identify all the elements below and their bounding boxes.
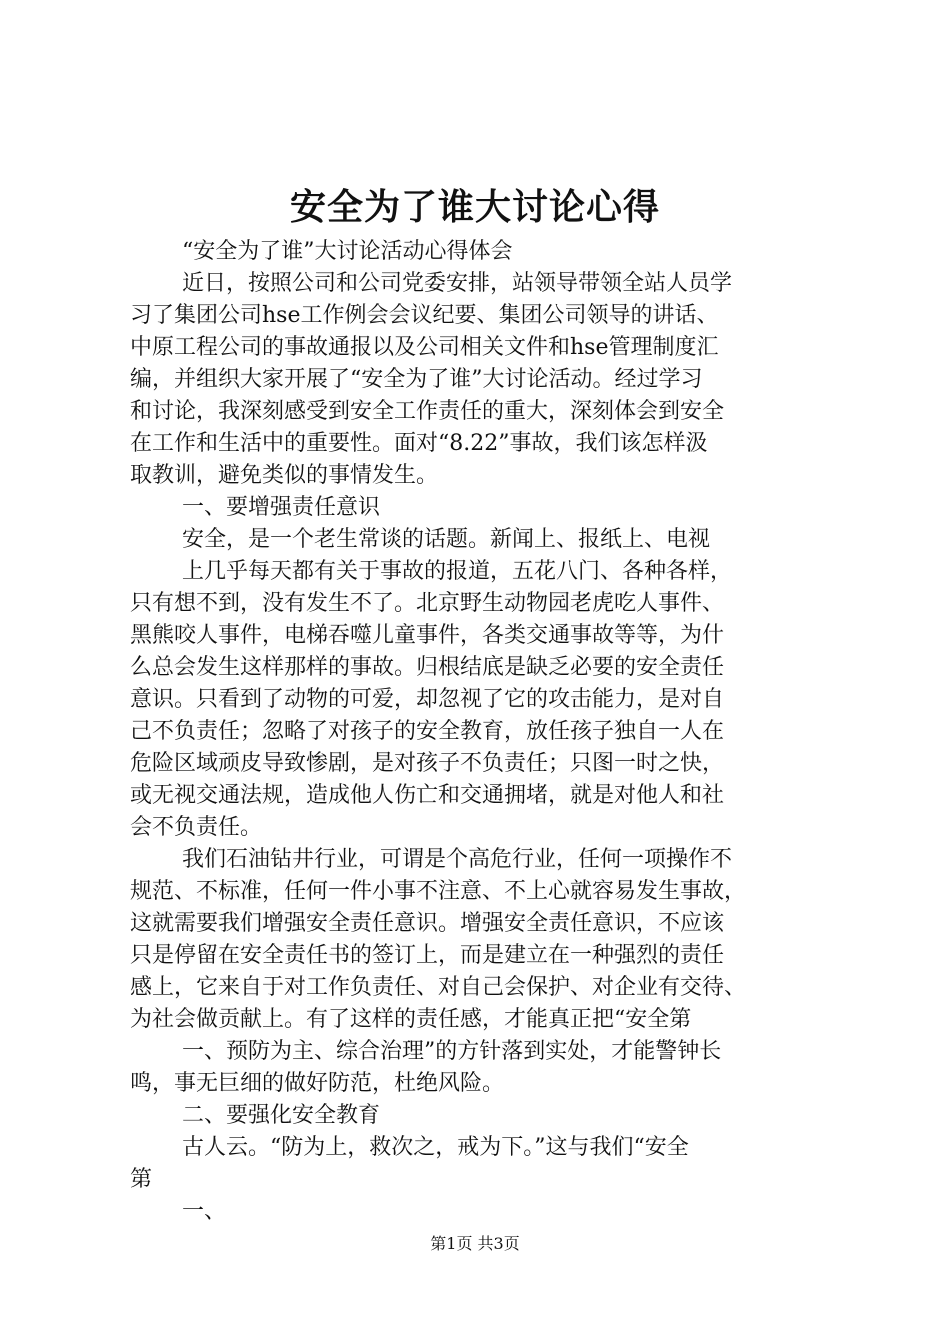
text-line: 近日，按照公司和公司党委安排，站领导带领全站人员学 xyxy=(182,271,733,296)
text-line: 规范、不标准，任何一件小事不注意、不上心就容易发生事故， xyxy=(130,879,747,904)
text-line: 么总会发生这样那样的事故。归根结底是缺乏必要的安全责任 xyxy=(130,655,725,680)
text-line: 编，并组织大家开展了“安全为了谁”大讨论活动。经过学习 xyxy=(130,367,703,392)
text-line: 黑熊咬人事件，电梯吞噬儿童事件，各类交通事故等等，为什 xyxy=(130,623,725,648)
text-line: 只是停留在安全责任书的签订上，而是建立在一种强烈的责任 xyxy=(130,943,725,968)
text-line: 安全，是一个老生常谈的话题。新闻上、报纸上、电视 xyxy=(182,527,711,552)
text-line: 一、要增强责任意识 xyxy=(182,495,381,520)
text-line: 或无视交通法规，造成他人伤亡和交通拥堵，就是对他人和社 xyxy=(130,783,725,808)
page-footer: 第1页 共3页 xyxy=(430,1234,520,1253)
text-line: 这就需要我们增强安全责任意识。增强安全责任意识，不应该 xyxy=(130,911,725,936)
text-line: 在工作和生活中的重要性。面对“8.22”事故，我们该怎样汲 xyxy=(130,431,708,456)
text-line: 古人云。“防为上，救次之，戒为下。”这与我们“安全 xyxy=(182,1135,689,1160)
text-line: 取教训，避免类似的事情发生。 xyxy=(130,463,439,488)
document-body xyxy=(130,236,830,1228)
text-line: 为社会做贡献上。有了这样的责任感，才能真正把“安全第 xyxy=(130,1007,692,1032)
text-line: 一、 xyxy=(182,1199,227,1224)
text-line: 只有想不到，没有发生不了。北京野生动物园老虎吃人事件、 xyxy=(130,591,725,616)
text-line: 我们石油钻井行业，可谓是个高危行业，任何一项操作不 xyxy=(182,847,733,872)
text-line: 习了集团公司hse工作例会会议纪要、集团公司领导的讲话、 xyxy=(130,303,719,328)
text-line: 鸣，事无巨细的做好防范，杜绝风险。 xyxy=(130,1071,505,1096)
text-line: 二、要强化安全教育 xyxy=(182,1103,381,1128)
text-line: 上几乎每天都有关于事故的报道，五花八门、各种各样， xyxy=(182,559,733,584)
text-line: 和讨论，我深刻感受到安全工作责任的重大，深刻体会到安全 xyxy=(130,399,725,424)
text-line: 危险区域顽皮导致惨剧，是对孩子不负责任；只图一时之快， xyxy=(130,751,725,776)
text-line: 第 xyxy=(130,1167,153,1192)
text-line: 会不负责任。 xyxy=(130,815,263,840)
text-line: 一、预防为主、综合治理”的方针落到实处，才能警钟长 xyxy=(182,1039,722,1064)
text-line: 己不负责任；忽略了对孩子的安全教育，放任孩子独自一人在 xyxy=(130,719,725,744)
text-line: 中原工程公司的事故通报以及公司相关文件和hse管理制度汇 xyxy=(130,335,719,360)
document-title: 安全为了谁大讨论心得 xyxy=(289,187,660,228)
text-line: “安全为了谁”大讨论活动心得体会 xyxy=(182,239,513,264)
text-line: 感上，它来自于对工作负责任、对自己会保护、对企业有交待、 xyxy=(130,975,747,1000)
text-line: 意识。只看到了动物的可爱，却忽视了它的攻击能力，是对自 xyxy=(130,687,725,712)
